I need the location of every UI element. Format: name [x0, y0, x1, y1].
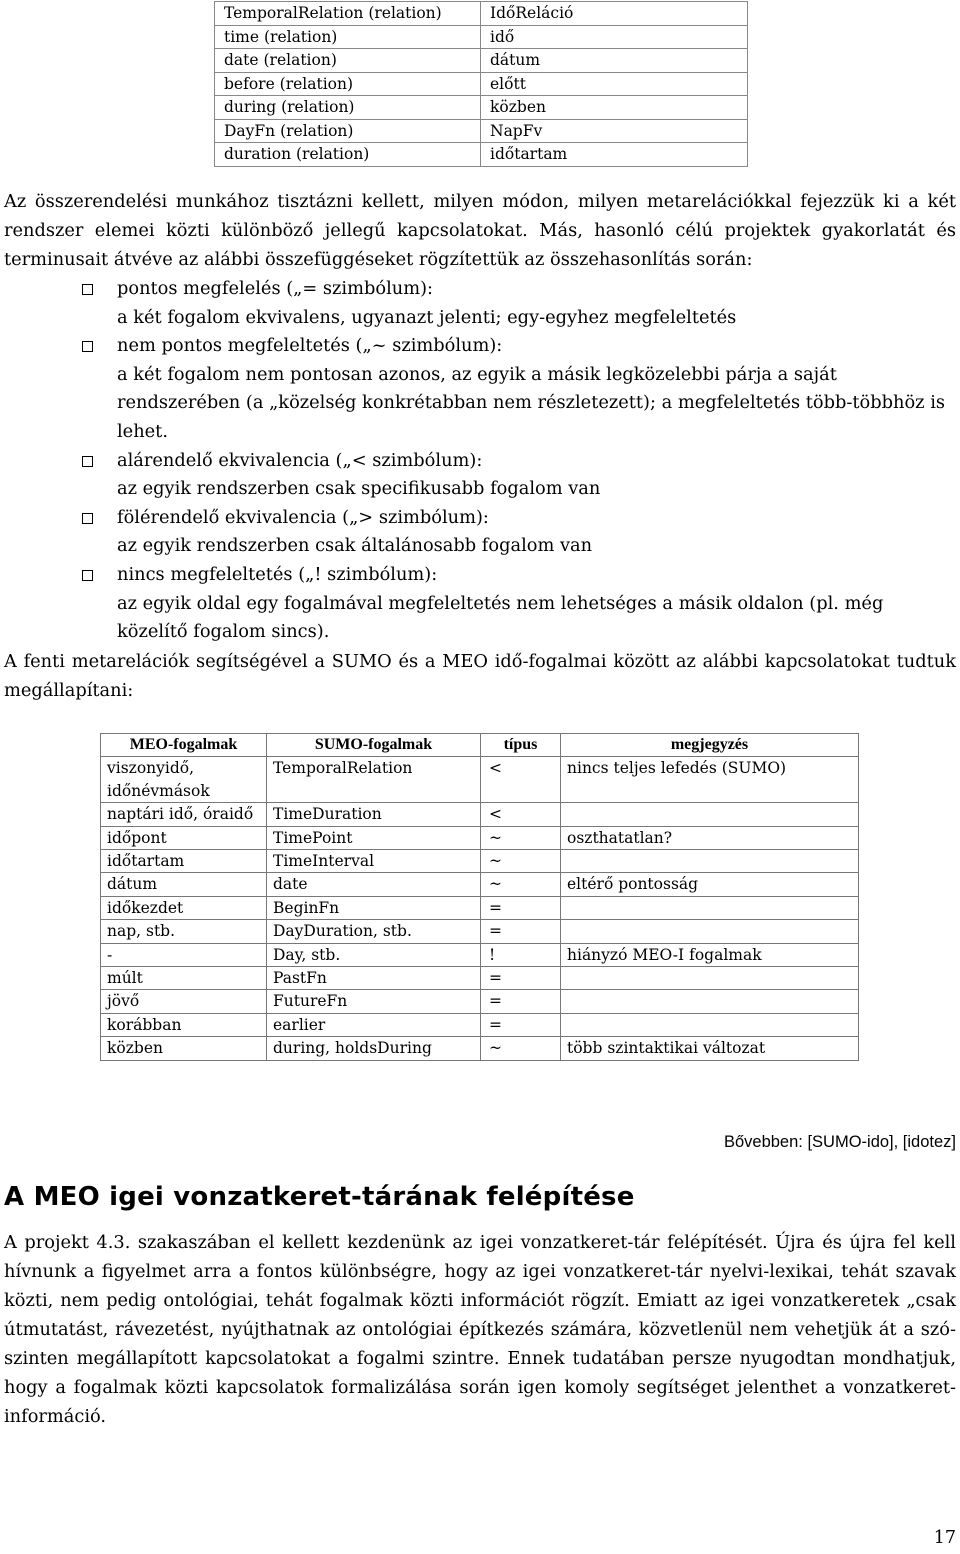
- sumo-term-cell: time (relation): [215, 25, 481, 49]
- meo-term-cell: IdőReláció: [481, 2, 748, 26]
- relation-type-item: [80, 332, 956, 446]
- note-cell: [561, 920, 859, 943]
- meo-concept-cell: nap, stb.: [101, 920, 267, 943]
- checkbox-bullet-icon: [82, 284, 93, 295]
- relation-type-item: [80, 504, 956, 561]
- note-cell: [561, 990, 859, 1013]
- more-info-link[interactable]: Bővebben: [SUMO-ido], [idotez]: [723, 1133, 956, 1151]
- sumo-concept-cell: TimePoint: [267, 826, 481, 849]
- sumo-concept-cell: DayDuration, stb.: [267, 920, 481, 943]
- comparison-row: [101, 1037, 859, 1060]
- relation-type-description: az egyik rendszerben csak általánosabb fogalom van: [117, 535, 593, 557]
- sumo-term-cell: during (relation): [215, 96, 481, 120]
- comparison-row: [101, 850, 859, 873]
- meo-concept-cell: -: [101, 943, 267, 966]
- meo-concept-cell: időkezdet: [101, 896, 267, 919]
- relation-type-item: [80, 275, 956, 332]
- relation-type-description: a két fogalom nem pontosan azonos, az egyik a másik legközelebbi párja a saját rendszerében (a „közelség konkrétabban nem részletezett); a megfeleltetés több-többhöz is lehet.: [117, 363, 946, 442]
- meo-concept-cell: viszonyidő, időnévmások: [101, 757, 267, 803]
- relation-type-title: nincs megfeleltetés („! szimbólum):: [117, 563, 438, 585]
- meo-term-cell: előtt: [481, 72, 748, 96]
- relation-type-cell: <: [481, 803, 561, 826]
- note-cell: [561, 803, 859, 826]
- checkbox-bullet-icon: [82, 456, 93, 467]
- relation-type-item: [80, 561, 956, 647]
- note-cell: [561, 896, 859, 919]
- term-row: [215, 49, 748, 73]
- comparison-header-cell: SUMO-fogalmak: [267, 734, 481, 757]
- note-cell: [561, 1013, 859, 1036]
- sumo-concept-cell: TemporalRelation: [267, 757, 481, 803]
- sumo-term-cell: before (relation): [215, 72, 481, 96]
- relation-type-title: nem pontos megfeleltetés („~ szimbólum):: [117, 335, 503, 357]
- note-cell: [561, 850, 859, 873]
- comparison-row: [101, 967, 859, 990]
- relation-type-description: az egyik rendszerben csak specifikusabb fogalom van: [117, 478, 601, 500]
- meo-concept-cell: időtartam: [101, 850, 267, 873]
- page-number: 17: [933, 1528, 956, 1548]
- term-row: [215, 143, 748, 167]
- sumo-term-cell: date (relation): [215, 49, 481, 73]
- meo-term-cell: idő: [481, 25, 748, 49]
- relation-type-cell: =: [481, 967, 561, 990]
- meo-concept-cell: jövő: [101, 990, 267, 1013]
- sumo-concept-cell: earlier: [267, 1013, 481, 1036]
- term-row: [215, 72, 748, 96]
- comparison-header-cell: típus: [481, 734, 561, 757]
- sumo-term-cell: TemporalRelation (relation): [215, 2, 481, 26]
- sumo-term-cell: duration (relation): [215, 143, 481, 167]
- sumo-concept-cell: FutureFn: [267, 990, 481, 1013]
- meo-concept-cell: dátum: [101, 873, 267, 896]
- checkbox-bullet-icon: [82, 570, 93, 581]
- term-translation-table: [214, 1, 748, 167]
- comparison-row: [101, 826, 859, 849]
- comparison-row: [101, 920, 859, 943]
- sumo-concept-cell: TimeDuration: [267, 803, 481, 826]
- relation-type-title: alárendelő ekvivalencia („< szimbólum):: [117, 449, 483, 471]
- checkbox-bullet-icon: [82, 341, 93, 352]
- sumo-concept-cell: PastFn: [267, 967, 481, 990]
- meo-concept-cell: időpont: [101, 826, 267, 849]
- term-row: [215, 25, 748, 49]
- comparison-row: [101, 896, 859, 919]
- relation-type-cell: =: [481, 920, 561, 943]
- note-cell: hiányzó MEO-I fogalmak: [561, 943, 859, 966]
- relation-type-title: pontos megfelelés („= szimbólum):: [117, 278, 433, 299]
- section-paragraph: A projekt 4.3. szakaszában el kellett kezdenünk az igei vonzatkeret-tár felépítését. Újra és újra fel kell hívnunk a figyelmet arra a fontos különbségre, hogy az igei vonzatkeret-tár nyelvi-lexikai, tehát szavak közti, nem pedig ontológiai, tehát fogalmak közti információt rögzít. Emiatt az igei vonzatkeretek „csak útmutatást, rávezetést, nyújthatnak az ontológiai építkezés számára, közvetlenül nem vehetjük át a szó-szinten megállapított kapcsolatokat a fogalmi szintre. Ennek tudatában persze nyugodtan mondhatjuk, hogy a fogalmak közti kapcsolatok formalizálása során igen komoly segítséget jelenthet a vonzatkeret-információ.: [4, 1232, 956, 1427]
- sumo-concept-cell: TimeInterval: [267, 850, 481, 873]
- meo-term-cell: időtartam: [481, 143, 748, 167]
- sumo-concept-cell: Day, stb.: [267, 943, 481, 966]
- term-row: [215, 2, 748, 26]
- relation-type-cell: <: [481, 757, 561, 803]
- checkbox-bullet-icon: [82, 513, 93, 524]
- note-cell: eltérő pontosság: [561, 873, 859, 896]
- relation-type-description: a két fogalom ekvivalens, ugyanazt jelenti; egy-egyhez megfeleltetés: [117, 306, 737, 328]
- note-cell: több szintaktikai változat: [561, 1037, 859, 1060]
- note-cell: [561, 967, 859, 990]
- comparison-header-cell: MEO-fogalmak: [101, 734, 267, 757]
- relation-type-list: [80, 275, 956, 647]
- meo-term-cell: dátum: [481, 49, 748, 73]
- relation-type-cell: =: [481, 896, 561, 919]
- comparison-row: [101, 943, 859, 966]
- meo-concept-cell: múlt: [101, 967, 267, 990]
- relation-type-cell: =: [481, 990, 561, 1013]
- meo-term-cell: NapFv: [481, 119, 748, 143]
- term-row: [215, 96, 748, 120]
- relation-type-cell: ~: [481, 826, 561, 849]
- relation-type-cell: ~: [481, 1037, 561, 1060]
- meo-concept-cell: naptári idő, óraidő: [101, 803, 267, 826]
- summary-paragraph: A fenti metarelációk segítségével a SUMO és a MEO idő-fogalmai között az alábbi kapcsolatokat tudtuk megállapítani:: [4, 651, 956, 701]
- meo-term-cell: közben: [481, 96, 748, 120]
- relation-type-cell: =: [481, 1013, 561, 1036]
- sumo-concept-cell: during, holdsDuring: [267, 1037, 481, 1060]
- comparison-header-row: [101, 734, 859, 757]
- relation-type-cell: ~: [481, 850, 561, 873]
- comparison-row: [101, 757, 859, 803]
- section-heading: A MEO igei vonzatkeret-tárának felépítése: [4, 1182, 635, 1212]
- note-cell: nincs teljes lefedés (SUMO): [561, 757, 859, 803]
- meo-concept-cell: korábban: [101, 1013, 267, 1036]
- sumo-term-cell: DayFn (relation): [215, 119, 481, 143]
- sumo-concept-cell: BeginFn: [267, 896, 481, 919]
- sumo-concept-cell: date: [267, 873, 481, 896]
- term-row: [215, 119, 748, 143]
- meo-concept-cell: közben: [101, 1037, 267, 1060]
- relation-type-title: fölérendelő ekvivalencia („> szimbólum):: [117, 506, 489, 528]
- relation-type-cell: ~: [481, 873, 561, 896]
- comparison-row: [101, 803, 859, 826]
- relation-type-description: az egyik oldal egy fogalmával megfeleltetés nem lehetséges a másik oldalon (pl. még közelítő fogalom sincs).: [117, 592, 884, 643]
- comparison-header-cell: megjegyzés: [561, 734, 859, 757]
- meo-sumo-comparison-table: [100, 733, 859, 1061]
- relation-type-cell: !: [481, 943, 561, 966]
- intro-paragraph: Az összerendelési munkához tisztázni kellett, milyen módon, milyen metarelációkkal fejezzük ki a két rendszer elemei közti különböző jellegű kapcsolatokat. Más, hasonló célú projektek gyakorlatát és terminusait átvéve az alábbi összefüggéseket rögzítettük az összehasonlítás során:: [4, 191, 956, 270]
- comparison-row: [101, 1013, 859, 1036]
- note-cell: oszthatatlan?: [561, 826, 859, 849]
- relation-type-item: [80, 447, 956, 504]
- comparison-row: [101, 873, 859, 896]
- comparison-row: [101, 990, 859, 1013]
